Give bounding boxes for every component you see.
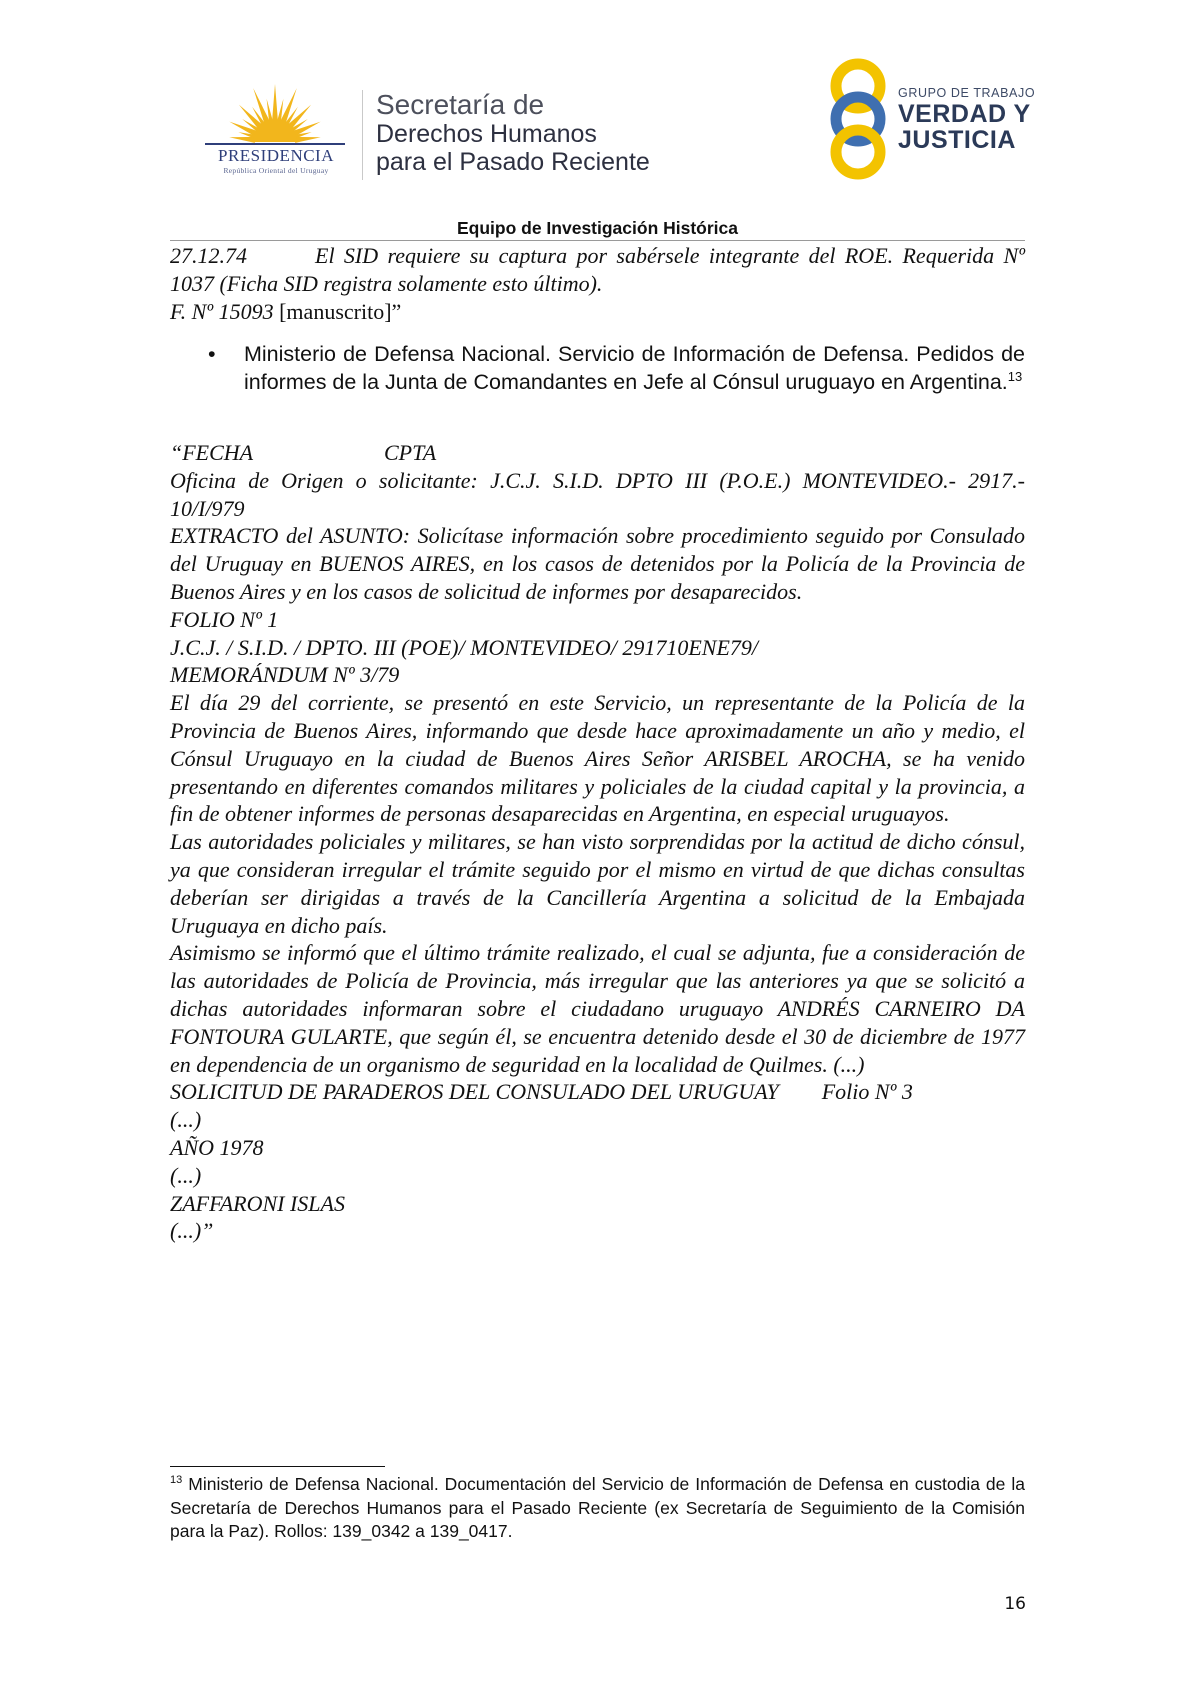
name-line: ZAFFARONI ISLAS	[170, 1190, 345, 1216]
bullet-text: Ministerio de Defensa Nacional. Servicio de Información de Defensa. Pedidos de informes de la Junta de Comandantes en Jefe al Cónsul uruguayo en Argentina.	[244, 342, 1025, 394]
header-divider	[362, 90, 363, 180]
grupo-line-1: GRUPO DE TRABAJO	[898, 86, 1036, 100]
page-number: 16	[1004, 1594, 1026, 1614]
bullet-dot-icon: •	[208, 342, 216, 366]
verdad-justicia-rings-icon	[822, 56, 894, 182]
presidencia-subtitle: República Oriental del Uruguay	[223, 166, 329, 175]
ellipsis-1: (...)	[170, 1107, 202, 1133]
folio-3: Folio Nº 3	[821, 1079, 913, 1105]
grupo-line-2: VERDAD Y	[898, 100, 1031, 128]
top-quote-block	[170, 242, 1025, 325]
top-ref: F. Nº 15093	[170, 298, 274, 324]
paragraph-3: Asimismo se informó que el último trámite realizado, el cual se adjunta, fue a consideración de las autoridades de Policía de Provincia, más irregular que las anteriores ya que se solicitó a dichas autoridades informaran sobre el ciudadano uruguayo ANDRÉS CARNEIRO DA FONTOURA GULARTE, que según él, se encuentra detenido desde el 30 de diciembre de 1977 en dependencia de un organismo de seguridad en la localidad de Quilmes. (...)	[170, 940, 1025, 1077]
anio-line: AÑO 1978	[170, 1134, 264, 1160]
footnote	[170, 1473, 1025, 1544]
grupo-trabajo-text	[898, 86, 1035, 152]
secretaria-line-3: para el Pasado Reciente	[376, 148, 650, 176]
running-head: Equipo de Investigación Histórica	[456, 218, 739, 238]
reference-line: J.C.J. / S.I.D. / DPTO. III (POE)/ MONTEVIDEO/ 291710ENE79/	[170, 634, 759, 660]
secretaria-logo-text	[376, 90, 650, 176]
footnote-text: Ministerio de Defensa Nacional. Documentación del Servicio de Información de Defensa en custodia de la Secretaría de Derechos Humanos para el Pasado Reciente (ex Secretaría de Seguimiento de la Comisión para la Paz). Rollos: 139_0342 a 139_0417.	[170, 1474, 1025, 1541]
footnote-ref[interactable]: 13	[1007, 368, 1023, 384]
paragraph-1: El día 29 del corriente, se presentó en este Servicio, un representante de la Policía de la Provincia de Buenos Aires, informando que desde hace aproximadamente un año y medio, el Cónsul Uruguayo en la ciudad de Buenos Aires Señor ARISBEL AROCHA, se ha venido presentando en diferentes comandos militares y policiales de la ciudad capital y la provincia, a fin de obtener informes de personas desaparecidas en Argentina, en especial uruguayos.	[170, 690, 1025, 827]
ellipsis-3: (...)”	[170, 1218, 214, 1244]
fecha-label: “FECHA	[170, 440, 254, 465]
top-text: El SID requiere su captura por sabérsele integrante del ROE. Requerida Nº 1037 (Ficha SID registra solamente esto último).	[170, 243, 1025, 296]
secretaria-line-2: Derechos Humanos	[376, 120, 597, 148]
extracto-paragraph: EXTRACTO del ASUNTO: Solicítase información sobre procedimiento seguido por Consulado del Uruguay en BUENOS AIRES, en los casos de detenidos por la Policía de la Provincia de Buenos Aires y en los casos de solicitud de informes por desaparecidos.	[170, 523, 1025, 604]
top-note: [manuscrito]”	[279, 298, 402, 324]
paragraph-2: Las autoridades policiales y militares, se han visto sorprendidas por la actitud de dicho cónsul, ya que consideran irregular el trámite seguido por el mismo en virtud de que dichas consultas deberían ser dirigidas a través de la Cancillería Argentina a solicitud de la Embajada Uruguaya en dicho país.	[170, 829, 1025, 938]
ellipsis-2: (...)	[170, 1162, 202, 1188]
presidencia-name: PRESIDENCIA	[217, 146, 334, 165]
solicitud-line: SOLICITUD DE PARADEROS DEL CONSULADO DEL URUGUAY	[170, 1079, 779, 1105]
oficina-line: Oficina de Origen o solicitante: J.C.J. S.I.D. DPTO III (P.O.E.) MONTEVIDEO.- 2917.- 10/I/979	[170, 467, 1025, 521]
folio-1: FOLIO Nº 1	[170, 606, 279, 632]
footnote-rule	[170, 1466, 385, 1467]
secretaria-line-1: Secretaría de	[376, 89, 545, 120]
document-transcription	[170, 439, 1025, 1245]
bullet-item	[208, 340, 1025, 396]
memorandum-title: MEMORÁNDUM Nº 3/79	[170, 662, 400, 688]
running-head-rule	[170, 240, 1025, 241]
footnote-number: 13	[170, 1474, 183, 1487]
grupo-line-3: JUSTICIA	[898, 126, 1016, 154]
fecha-value: CPTA	[384, 440, 437, 465]
top-date: 27.12.74	[170, 243, 247, 268]
